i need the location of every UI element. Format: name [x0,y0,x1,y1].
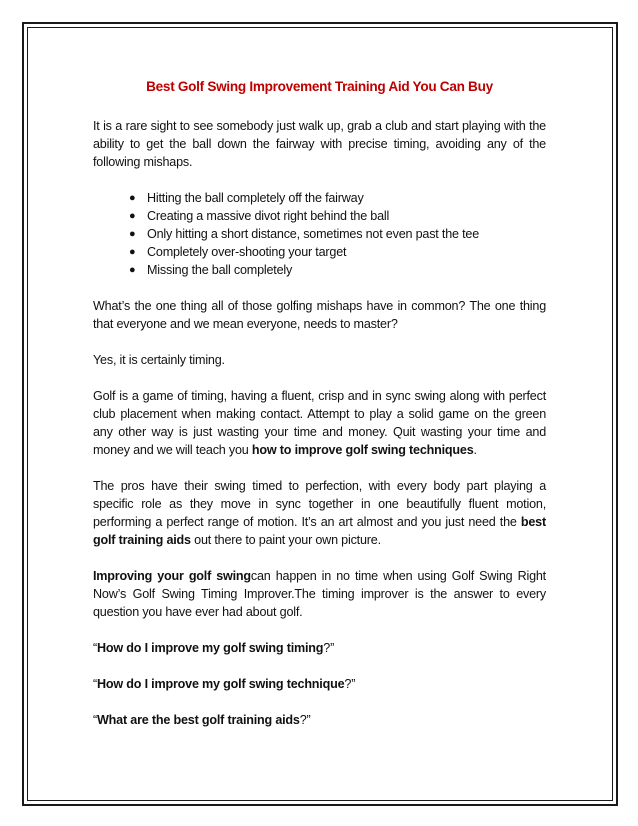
question-timing: “How do I improve my golf swing timing?” [93,641,335,655]
list-item: ● Missing the ball completely [129,263,293,277]
intro-paragraph: It is a rare sight to see somebody just walk up, grab a club and start playing with the ability to get the ball down the fairway with precise timing, avoiding any of the following mishaps. [93,119,546,169]
keyword-link: Improving your golf swing [93,569,251,583]
common-paragraph: What’s the one thing all of those golfing mishaps have in common? The one thing that everyone and we mean everyone, needs to master? [93,299,546,331]
bullet-icon: ● [129,264,136,276]
improving-paragraph: Improving your golf swingcan happen in no time when using Golf Swing Right Now’s Golf Swing Timing Improver.The timing improver is the answer to every question you have ever had about golf. [93,569,546,619]
pros-paragraph: The pros have their swing timed to perfection, with every body part playing a specific role as they move in sync together in one beautifully fluent motion, performing a perfect range of motion. It’s an art almost and you just need the best golf training aids out there to paint your own picture. [93,479,546,547]
keyword-link: how to improve golf swing techniques [251,443,474,457]
list-item: ● Completely over-shooting your target [129,245,347,259]
question-technique: “How do I improve my golf swing technique?” [93,677,356,691]
timing-paragraph: Yes, it is certainly timing. [93,353,225,367]
game-paragraph: Golf is a game of timing, having a fluent, crisp and in sync swing along with perfect club placement when making contact. Attempt to play a solid game on the green any other way is just wasting your time and money. Quit wasting your time and money and we will teach you how to improve golf swing techniques. [93,389,546,457]
bullet-icon: ● [129,228,136,240]
list-item: ● Hitting the ball completely off the fairway [129,191,364,205]
question-training-aids: “What are the best golf training aids?” [93,713,311,727]
bullet-icon: ● [129,192,136,204]
document-title: Best Golf Swing Improvement Training Aid You Can Buy [146,79,493,94]
document-body [93,78,546,747]
list-item: ● Creating a massive divot right behind the ball [129,209,390,223]
keyword-link: best golf training aids [93,515,546,547]
bullet-icon: ● [129,210,136,222]
list-item: ● Only hitting a short distance, sometimes not even past the tee [129,227,480,241]
bullet-icon: ● [129,246,136,258]
mishaps-list [93,189,546,279]
